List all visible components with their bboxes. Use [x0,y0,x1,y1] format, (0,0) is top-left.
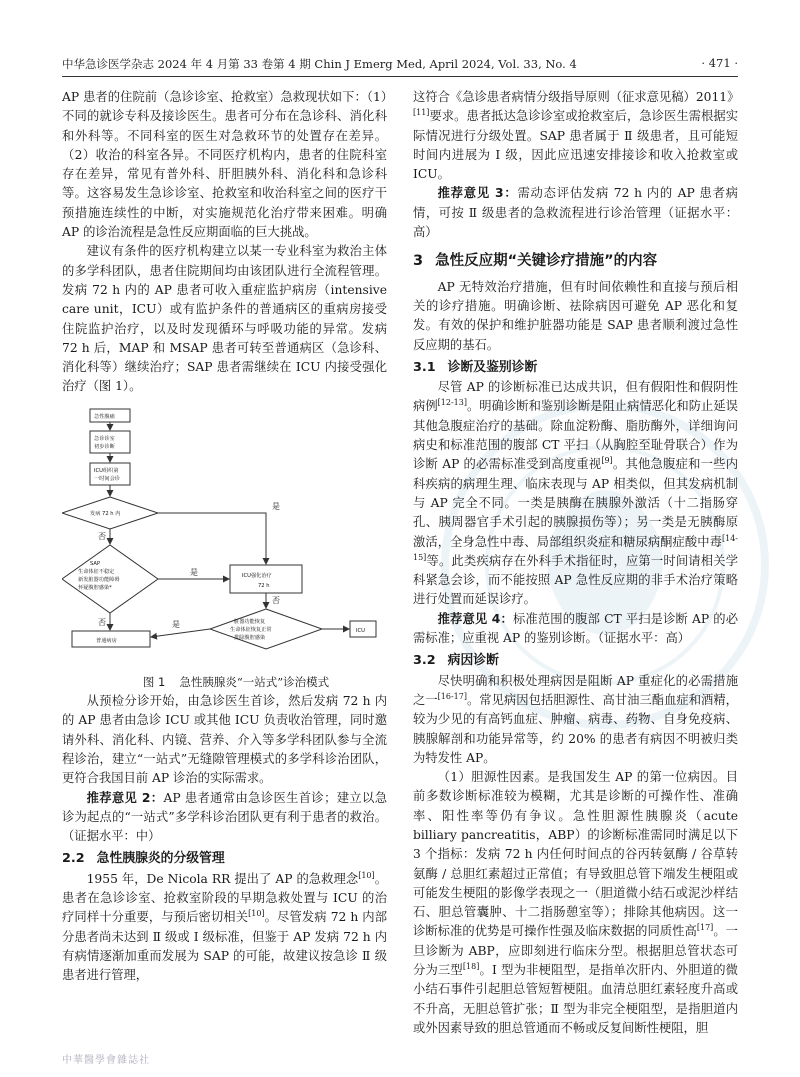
citation: [10] [248,909,265,919]
label-ward: 普通病房 [96,637,117,644]
label-d3a: 脏器功能恢复 [234,618,266,625]
figure-number: 图 1 [142,674,166,689]
label-d2a: SAP [90,560,101,567]
text-run: 等。此类疾病存在外科手术指征时，应第一时间请相关学科紧急会诊，而不能按照 AP 急性反应期的非手术治疗策略进行处置而延误诊疗。 [413,553,738,607]
label-d2b: 生命体征不稳定 [78,568,115,575]
text-run: 。Ⅰ 型为非梗阻型，是指单次肝内、外胆道的微小结石事件引起胆总管短暂梗阻。血清总胆红素轻度升高或不升高，无胆总管扩张；Ⅱ 型为非完全梗阻型，是指胆道内或外因素导致的胆总管通而不畅或反复间断性梗阻，胆 [413,963,738,1035]
recommendation-text: 标准范围的腹部 CT 平扫是诊断 AP 的必需标准；应重视 AP 的鉴别诊断。（证据水平：高） [413,611,739,646]
label-d2c: 新发脏器功能障碍 [78,576,120,583]
section-title: 诊断及鉴别诊断 [447,359,538,375]
citation: [11] [413,108,430,118]
section-heading-2-2 [62,849,387,868]
label-yes2: 是 [190,567,198,577]
text-run: 尽快明确和积极处理病因是阻断 AP 重症化的必需措施之一 [413,673,738,707]
section-heading-3 [413,252,738,271]
label-yes3: 是 [172,619,180,629]
label-d1: 发病 72 h 内 [90,510,121,517]
caption-text: 急性胰腺炎“一站式”诊治模式 [179,674,330,689]
text-run: （1）胆源性因素。是我国发生 AP 的第一位病因。目前多数诊断标准较为模糊，尤其是诊断的可操作性、准确率、阳性率等仍有争议。急性胆源性胰腺炎（acute billiary pancreatitis，ABP）的诊断标准需同时满足以下 3 个指标：发病 72 h 内任何时间点的谷丙转氨酶 / 谷草转氨酶 / 总胆红素超过正常值；有导致胆总管下端发生梗阻或可能发生梗阻的影像学表现之一（胆道微小结石或泥沙样结石、胆总管囊肿、十二指肠憩室等）；排除其他病因。这一诊断标准的优势是可操作性强及临床数据的同质性高 [413,770,738,939]
paragraph [413,88,738,184]
page-number: · 471 · [701,56,738,70]
label-d3b: 生命体征恢复正常 [230,626,272,633]
text-run: 尽管 AP 的诊断标准已达成共识，但有假阳性和假阴性病例 [413,380,738,414]
text-run: 。其他急腹症和一些内科疾病的病理生理、临床表现与 AP 相类似，但其发病机制与 AP 完全不同。一类是胰酶在胰腺外激活（十二指肠穿孔、胰周器官手术引起的胰腺损伤等）；另一类是无胰酶原激活，全身急性中毒、局部组织炎症和糖尿病酮症酸中毒 [413,457,738,549]
text-run: 。明确诊断和鉴别诊断是阻止病情恶化和防止延误其他急腹症治疗的基础。除血淀粉酶、脂肪酶外，详细询问病史和标准范围的腹部 CT 平扫（从胸腔至耻骨联合）作为诊断 AP 的必需标准受到高度重视 [413,399,738,472]
paragraph: 建议有条件的医疗机构建立以某一专业科室为救治主体的多学科团队，患者住院期间均由该团队进行全流程管理。发病 72 h 内的 AP 患者可收入重症监护病房（intensive care unit，ICU）或有监护条件的普通病区的重病房接受住院监护治疗，以及时发现循环与呼吸功能的异常。发病 72 h 后，MAP 和 MSAP 患者可转至普通病区（急诊科、消化科等）继续治疗；SAP 患者需继续在 ICU 内接受强化治疗（图 1）。 [62,244,387,394]
section-number: 3.1 [413,359,436,375]
paragraph: 从预检分诊开始，由急诊医生首诊，然后发病 72 h 内的 AP 患者由急诊 ICU 或其他 ICU 负责收治管理，同时邀请外科、消化科、内镜、营养、介入等多学科团队参与全流程诊治，建立“一站式”无缝隙管理模式的多学科诊治团队，更符合我国目前 AP 诊治的实际需求。 [62,694,387,786]
recommendation-label: 推荐意见 3： [437,186,518,201]
label-n2a: 急诊诊室 [94,435,115,442]
section-title: 急性胰腺炎的分级管理 [96,851,225,867]
recommendation-text: AP 患者通常由急诊医生首诊；建立以急诊为起点的“一站式”多学科诊治团队更有利于患者的救治。（证据水平：中） [62,790,387,844]
label-icu-a: ICU强化治疗 [242,572,272,579]
flowchart-diagram [62,405,387,673]
label-d3c: 排除腹腔感染 [234,634,266,641]
text-run: 这符合《急诊患者病情分级指导原则（征求意见稿）2011》 [413,90,740,104]
label-n2b: 初步诊断 [94,443,115,450]
paragraph [413,378,738,610]
paragraph [62,870,387,986]
recommendation-2 [62,789,387,847]
section-title: 病因诊断 [447,653,499,669]
text-run: 。患者在急诊诊室、抢救室阶段的早期急救处置与 ICU 的治疗同样十分重要，与预后密切相关 [62,871,387,925]
text-run: 。一旦诊断为 ABP，应即刻进行临床分型。根据胆总管状态可分为三型 [413,924,738,978]
text-run: 。尽管发病 72 h 内部分患者尚未达到 Ⅱ 级或 Ⅰ 级标准，但鉴于 AP 发病 72 h 内有病情逐渐加重而发展为 SAP 的可能，故建议按急诊 Ⅱ 级患者进行管理， [62,910,387,983]
text-run: 1955 年，De Nicola RR 提出了 AP 的急救理念 [86,871,359,886]
section-number: 2.2 [62,851,85,867]
recommendation-3 [413,184,738,242]
citation: [17] [696,923,714,933]
label-icu-b: 72 h [258,582,270,589]
label-no3: 否 [98,617,106,627]
label-yes1: 是 [272,501,280,511]
section-heading-3-1 [413,358,738,377]
citation: [10] [358,870,375,880]
figure-caption [62,673,387,692]
section-heading-3-2 [413,651,738,670]
right-column [413,88,738,1038]
section-number: 3 [413,253,424,270]
citation: [12-13] [437,398,467,408]
paragraph [413,768,738,1038]
paragraph: AP 无特效治疗措施，但有时间依赖性和直接与预后相关的诊疗措施。明确诊断、祛除病因可避免 AP 恶化和复发。有效的保护和维护脏器功能是 SAP 患者顺利渡过急性反应期的基石。 [413,279,738,352]
running-header [62,56,738,72]
label-no2: 否 [272,595,280,605]
recommendation-text: 需动态评估发病 72 h 内的 AP 患者病情，可按 Ⅱ 级患者的急救流程进行诊治管理（证据水平：高） [413,186,738,240]
citation: [9] [601,456,613,466]
header-rule [62,76,738,77]
text-run: 。常见病因包括胆源性、高甘油三酯血症和酒精，较为少见的有高钙血症、肿瘤、病毒、药物、自身免疫病、胰腺解剖和功能异常等，约 20% 的患者有病因不明被归类为特发性 AP。 [413,692,738,765]
citation: [14-15] [413,533,738,562]
recommendation-4 [413,610,738,649]
label-d2d: 怀疑腹腔感染* [78,584,112,591]
section-number: 3.2 [413,653,436,669]
citation: [18] [462,961,480,971]
recommendation-label: 推荐意见 2： [86,790,164,805]
citation: [16-17] [437,691,467,701]
journal-citation: 中华急诊医学杂志 2024 年 4 月第 33 卷第 4 期 Chin J Emerg Med, April 2024, Vol. 33, No. 4 [62,57,577,71]
flowchart-figure [62,405,387,673]
label-n3b: 一时间会诊 [94,475,120,482]
label-n1: 急性腹痛 [94,413,115,420]
text-run: 要求。患者抵达急诊诊室或抢救室后，急诊医生需根据实际情况进行分级处置。SAP 患者属于 Ⅱ 级患者，且可能短时间内进展为 Ⅰ 级，因此应迅速安排接诊和收入抢救室或 ICU。 [413,109,738,182]
section-title: 急性反应期“关键诊疗措施”的内容 [435,253,658,270]
publisher-logo-text: 中華醫學會雜誌社 [62,1055,150,1066]
paragraph [413,672,738,768]
label-n3a: ICU组织第 [94,467,119,474]
publisher-footer [62,1051,150,1066]
label-icu2: ICU [356,627,365,634]
paragraph: AP 患者的住院前（急诊诊室、抢救室）急救现状如下：（1）不同的就诊专科及接诊医生。患者可分布在急诊科、消化科和外科等。不同科室的医生对急救环节的处置存在差异。（2）收治的科室各异。不同医疗机构内，患者的住院科室存在差异，常见有普外科、肝胆胰外科、消化科和急诊科等。这容易发生急诊诊室、抢救室和收治科室之间的医疗干预措施连续性的中断，对实施规范化治疗带来困难。明确 AP 的诊治流程是急性反应期面临的巨大挑战。 [62,90,387,240]
recommendation-label: 推荐意见 4： [437,611,513,626]
left-column [62,88,387,986]
label-no1: 否 [98,531,106,541]
